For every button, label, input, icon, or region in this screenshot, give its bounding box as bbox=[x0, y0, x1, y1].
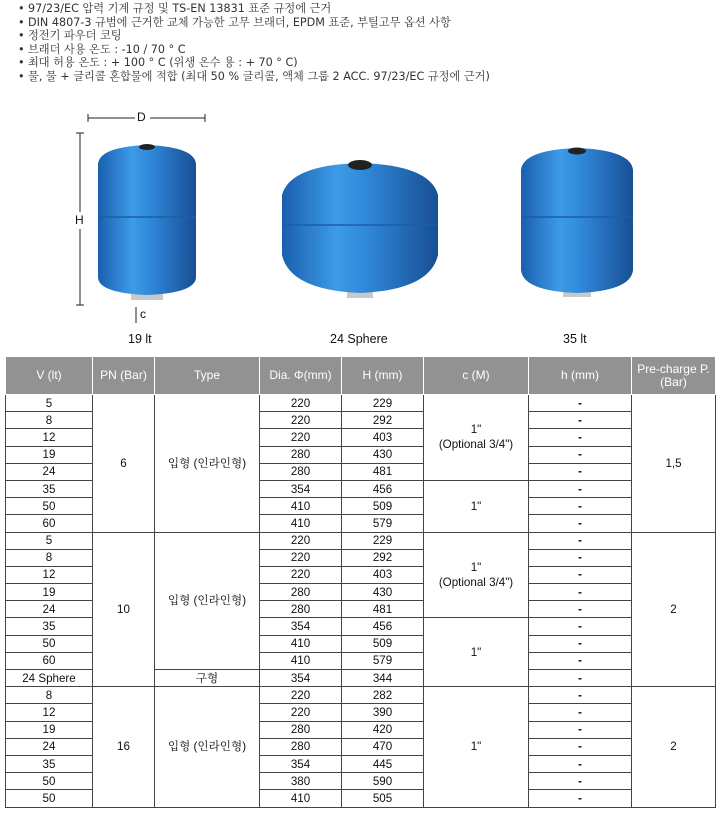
cell-pn: 10 bbox=[93, 532, 155, 687]
cell-h: - bbox=[529, 412, 632, 429]
cell-volume: 35 bbox=[6, 618, 93, 635]
cell-diameter: 280 bbox=[260, 721, 342, 738]
cell-h: - bbox=[529, 395, 632, 412]
cell-h: - bbox=[529, 704, 632, 721]
cell-diameter: 220 bbox=[260, 395, 342, 412]
cell-volume: 24 Sphere bbox=[6, 670, 93, 687]
cell-type: 입형 (인라인형) bbox=[155, 395, 260, 533]
cell-diameter: 280 bbox=[260, 446, 342, 463]
cell-diameter: 410 bbox=[260, 515, 342, 532]
cell-volume: 8 bbox=[6, 412, 93, 429]
cell-diameter: 380 bbox=[260, 773, 342, 790]
tank-24-sphere bbox=[282, 160, 438, 298]
tank-35lt bbox=[521, 148, 633, 298]
cell-height: 509 bbox=[342, 498, 424, 515]
cell-diameter: 280 bbox=[260, 584, 342, 601]
cell-connection: 1" (Optional 3/4") bbox=[424, 532, 529, 618]
cell-h: - bbox=[529, 566, 632, 583]
cell-volume: 19 bbox=[6, 721, 93, 738]
header-diameter: Dia. Φ(mm) bbox=[260, 357, 342, 395]
cell-h: - bbox=[529, 549, 632, 566]
cell-height: 505 bbox=[342, 790, 424, 807]
cell-height: 579 bbox=[342, 652, 424, 669]
cell-height: 420 bbox=[342, 721, 424, 738]
cell-height: 403 bbox=[342, 429, 424, 446]
cell-h: - bbox=[529, 652, 632, 669]
cell-volume: 35 bbox=[6, 480, 93, 497]
cell-diameter: 220 bbox=[260, 704, 342, 721]
header-type: Type bbox=[155, 357, 260, 395]
caption-24-sphere: 24 Sphere bbox=[330, 332, 388, 346]
cell-diameter: 410 bbox=[260, 652, 342, 669]
table-body bbox=[6, 395, 716, 808]
cell-diameter: 220 bbox=[260, 549, 342, 566]
cell-volume: 50 bbox=[6, 773, 93, 790]
cell-h: - bbox=[529, 463, 632, 480]
cell-volume: 19 bbox=[6, 446, 93, 463]
cell-volume: 12 bbox=[6, 704, 93, 721]
feature-item: • DIN 4807-3 규범에 근거한 교체 가능한 고무 브래더, EPDM 표준, 부틸고무 옵션 사항 bbox=[18, 15, 451, 29]
cell-height: 590 bbox=[342, 773, 424, 790]
tank-19lt bbox=[98, 144, 196, 300]
cell-h: - bbox=[529, 790, 632, 807]
cell-height: 481 bbox=[342, 463, 424, 480]
cell-height: 282 bbox=[342, 687, 424, 704]
cell-precharge: 2 bbox=[632, 687, 716, 807]
cell-pn: 6 bbox=[93, 395, 155, 533]
cell-precharge: 2 bbox=[632, 532, 716, 687]
cell-height: 456 bbox=[342, 618, 424, 635]
cell-volume: 8 bbox=[6, 687, 93, 704]
cell-h: - bbox=[529, 755, 632, 772]
dimension-c-label: c bbox=[140, 307, 146, 321]
cell-h: - bbox=[529, 532, 632, 549]
cell-volume: 5 bbox=[6, 532, 93, 549]
cell-diameter: 220 bbox=[260, 532, 342, 549]
cell-h: - bbox=[529, 618, 632, 635]
cell-height: 470 bbox=[342, 738, 424, 755]
header-connection: c (M) bbox=[424, 357, 529, 395]
cell-height: 292 bbox=[342, 549, 424, 566]
cell-volume: 24 bbox=[6, 463, 93, 480]
product-figures bbox=[0, 105, 720, 355]
cell-type: 입형 (인라인형) bbox=[155, 687, 260, 807]
cell-diameter: 354 bbox=[260, 618, 342, 635]
feature-item: • 물, 물 + 글리콜 혼합물에 적합 (최대 50 % 글리콜, 액체 그룹 2 ACC. 97/23/EC 규정에 근거) bbox=[18, 69, 490, 83]
cell-height: 481 bbox=[342, 601, 424, 618]
caption-19lt: 19 lt bbox=[128, 332, 152, 346]
header-pn: PN (Bar) bbox=[93, 357, 155, 395]
cell-height: 229 bbox=[342, 395, 424, 412]
cell-h: - bbox=[529, 670, 632, 687]
feature-item: • 최대 허용 온도 : + 100 ° C (위생 온수 용 : + 70 ° C) bbox=[18, 56, 298, 70]
table-header-row bbox=[6, 357, 716, 395]
cell-diameter: 220 bbox=[260, 429, 342, 446]
cell-volume: 50 bbox=[6, 498, 93, 515]
cell-height: 390 bbox=[342, 704, 424, 721]
cell-h: - bbox=[529, 601, 632, 618]
tank-illustrations bbox=[0, 105, 720, 355]
cell-h: - bbox=[529, 480, 632, 497]
cell-height: 445 bbox=[342, 755, 424, 772]
feature-item: • 브래더 사용 온도 : -10 / 70 ° C bbox=[18, 42, 186, 56]
cell-h: - bbox=[529, 738, 632, 755]
cell-h: - bbox=[529, 498, 632, 515]
feature-item: • 정전기 파우더 코팅 bbox=[18, 29, 122, 43]
cell-height: 344 bbox=[342, 670, 424, 687]
cell-diameter: 220 bbox=[260, 566, 342, 583]
dimension-d-label: D bbox=[137, 110, 146, 124]
cell-diameter: 220 bbox=[260, 412, 342, 429]
caption-35lt: 35 lt bbox=[563, 332, 587, 346]
cell-diameter: 410 bbox=[260, 635, 342, 652]
cell-volume: 8 bbox=[6, 549, 93, 566]
header-height: H (mm) bbox=[342, 357, 424, 395]
cell-diameter: 280 bbox=[260, 601, 342, 618]
cell-height: 229 bbox=[342, 532, 424, 549]
cell-volume: 12 bbox=[6, 566, 93, 583]
feature-item: • 97/23/EC 압력 기계 규정 및 TS-EN 13831 표준 규정에 근거 bbox=[18, 2, 332, 15]
cell-volume: 12 bbox=[6, 429, 93, 446]
cell-diameter: 410 bbox=[260, 790, 342, 807]
cell-connection: 1" bbox=[424, 618, 529, 687]
cell-height: 430 bbox=[342, 446, 424, 463]
cell-diameter: 280 bbox=[260, 463, 342, 480]
table-row bbox=[6, 395, 716, 412]
cell-h: - bbox=[529, 687, 632, 704]
header-h: h (mm) bbox=[529, 357, 632, 395]
cell-connection: 1" (Optional 3/4") bbox=[424, 395, 529, 481]
cell-volume: 50 bbox=[6, 635, 93, 652]
table-row bbox=[6, 532, 716, 549]
cell-h: - bbox=[529, 429, 632, 446]
cell-volume: 60 bbox=[6, 652, 93, 669]
cell-volume: 35 bbox=[6, 755, 93, 772]
cell-height: 509 bbox=[342, 635, 424, 652]
cell-height: 403 bbox=[342, 566, 424, 583]
cell-volume: 50 bbox=[6, 790, 93, 807]
header-precharge: Pre-charge P.(Bar) bbox=[632, 357, 716, 395]
cell-diameter: 354 bbox=[260, 670, 342, 687]
cell-type: 입형 (인라인형) bbox=[155, 532, 260, 670]
cell-diameter: 220 bbox=[260, 687, 342, 704]
cell-height: 456 bbox=[342, 480, 424, 497]
cell-volume: 5 bbox=[6, 395, 93, 412]
cell-precharge: 1,5 bbox=[632, 395, 716, 533]
cell-height: 292 bbox=[342, 412, 424, 429]
cell-pn: 16 bbox=[93, 687, 155, 807]
cell-volume: 60 bbox=[6, 515, 93, 532]
cell-volume: 24 bbox=[6, 601, 93, 618]
header-volume: V (lt) bbox=[6, 357, 93, 395]
cell-diameter: 280 bbox=[260, 738, 342, 755]
table-row bbox=[6, 687, 716, 704]
cell-h: - bbox=[529, 515, 632, 532]
cell-h: - bbox=[529, 446, 632, 463]
dimension-h-label: H bbox=[75, 213, 84, 227]
cell-volume: 19 bbox=[6, 584, 93, 601]
cell-h: - bbox=[529, 584, 632, 601]
cell-volume: 24 bbox=[6, 738, 93, 755]
cell-h: - bbox=[529, 721, 632, 738]
cell-height: 579 bbox=[342, 515, 424, 532]
cell-height: 430 bbox=[342, 584, 424, 601]
spec-table bbox=[5, 356, 716, 808]
cell-diameter: 354 bbox=[260, 755, 342, 772]
cell-diameter: 354 bbox=[260, 480, 342, 497]
cell-connection: 1" bbox=[424, 687, 529, 807]
cell-h: - bbox=[529, 773, 632, 790]
cell-connection: 1" bbox=[424, 480, 529, 532]
cell-h: - bbox=[529, 635, 632, 652]
cell-type: 구형 bbox=[155, 670, 260, 687]
cell-diameter: 410 bbox=[260, 498, 342, 515]
feature-list bbox=[18, 2, 718, 84]
